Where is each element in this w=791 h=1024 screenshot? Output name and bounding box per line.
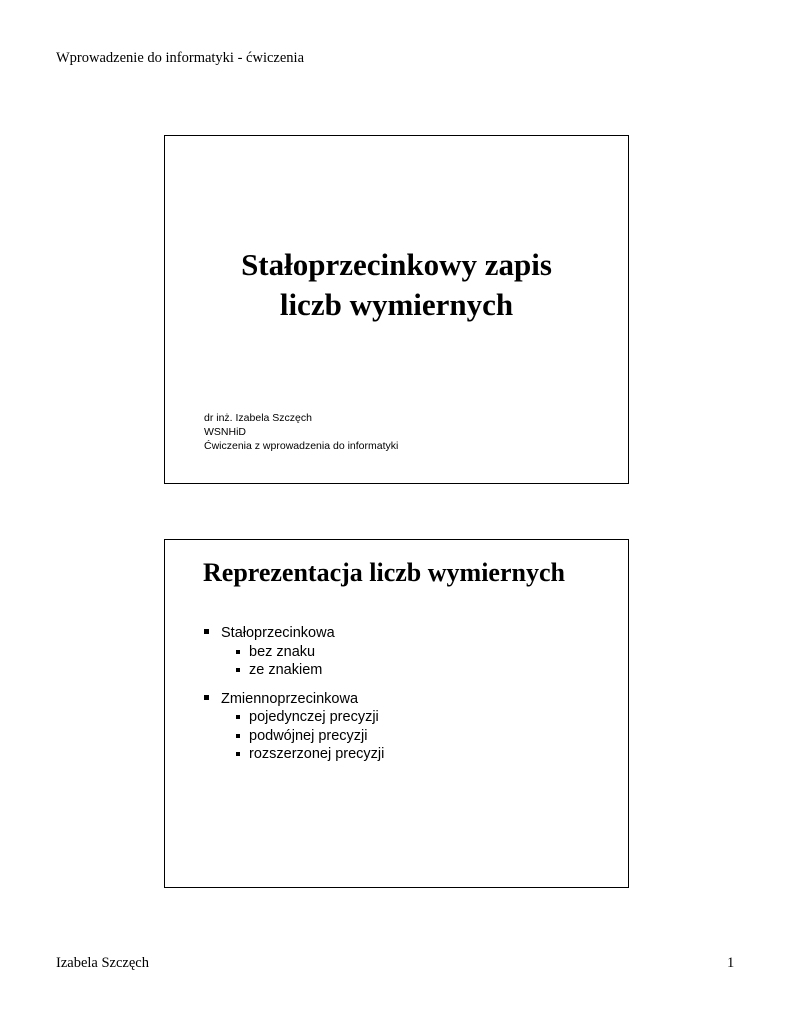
sub-bullet-item: ze znakiem — [203, 661, 384, 680]
institution: WSNHiD — [204, 426, 246, 438]
sub-bullet-item: podwójnej precyzji — [203, 727, 384, 746]
author-name: dr inż. Izabela Szczęch — [204, 412, 312, 424]
page-number: 1 — [727, 955, 735, 971]
course-name: Ćwiczenia z wprowadzenia do informatyki — [204, 440, 399, 452]
sub-bullet-item: bez znaku — [203, 643, 384, 662]
sub-bullet-item: rozszerzonej precyzji — [203, 745, 384, 764]
bullet-item: Zmiennoprzecinkowa — [203, 690, 384, 709]
content-slide — [164, 539, 629, 888]
bullet-list — [203, 624, 384, 764]
page-header: Wprowadzenie do informatyki - ćwiczenia — [56, 50, 305, 66]
title-slide — [164, 135, 629, 484]
slide-title: Reprezentacja liczb wymiernych — [203, 558, 565, 587]
sub-bullet-item: pojedynczej precyzji — [203, 708, 384, 727]
footer-author: Izabela Szczęch — [56, 955, 149, 971]
slide-title — [165, 245, 628, 325]
slide-title-line-2: liczb wymiernych — [279, 287, 514, 322]
author-block — [204, 411, 398, 453]
bullet-item: Stałoprzecinkowa — [203, 624, 384, 643]
slide-title-line-1: Stałoprzecinkowy zapis — [241, 247, 552, 282]
